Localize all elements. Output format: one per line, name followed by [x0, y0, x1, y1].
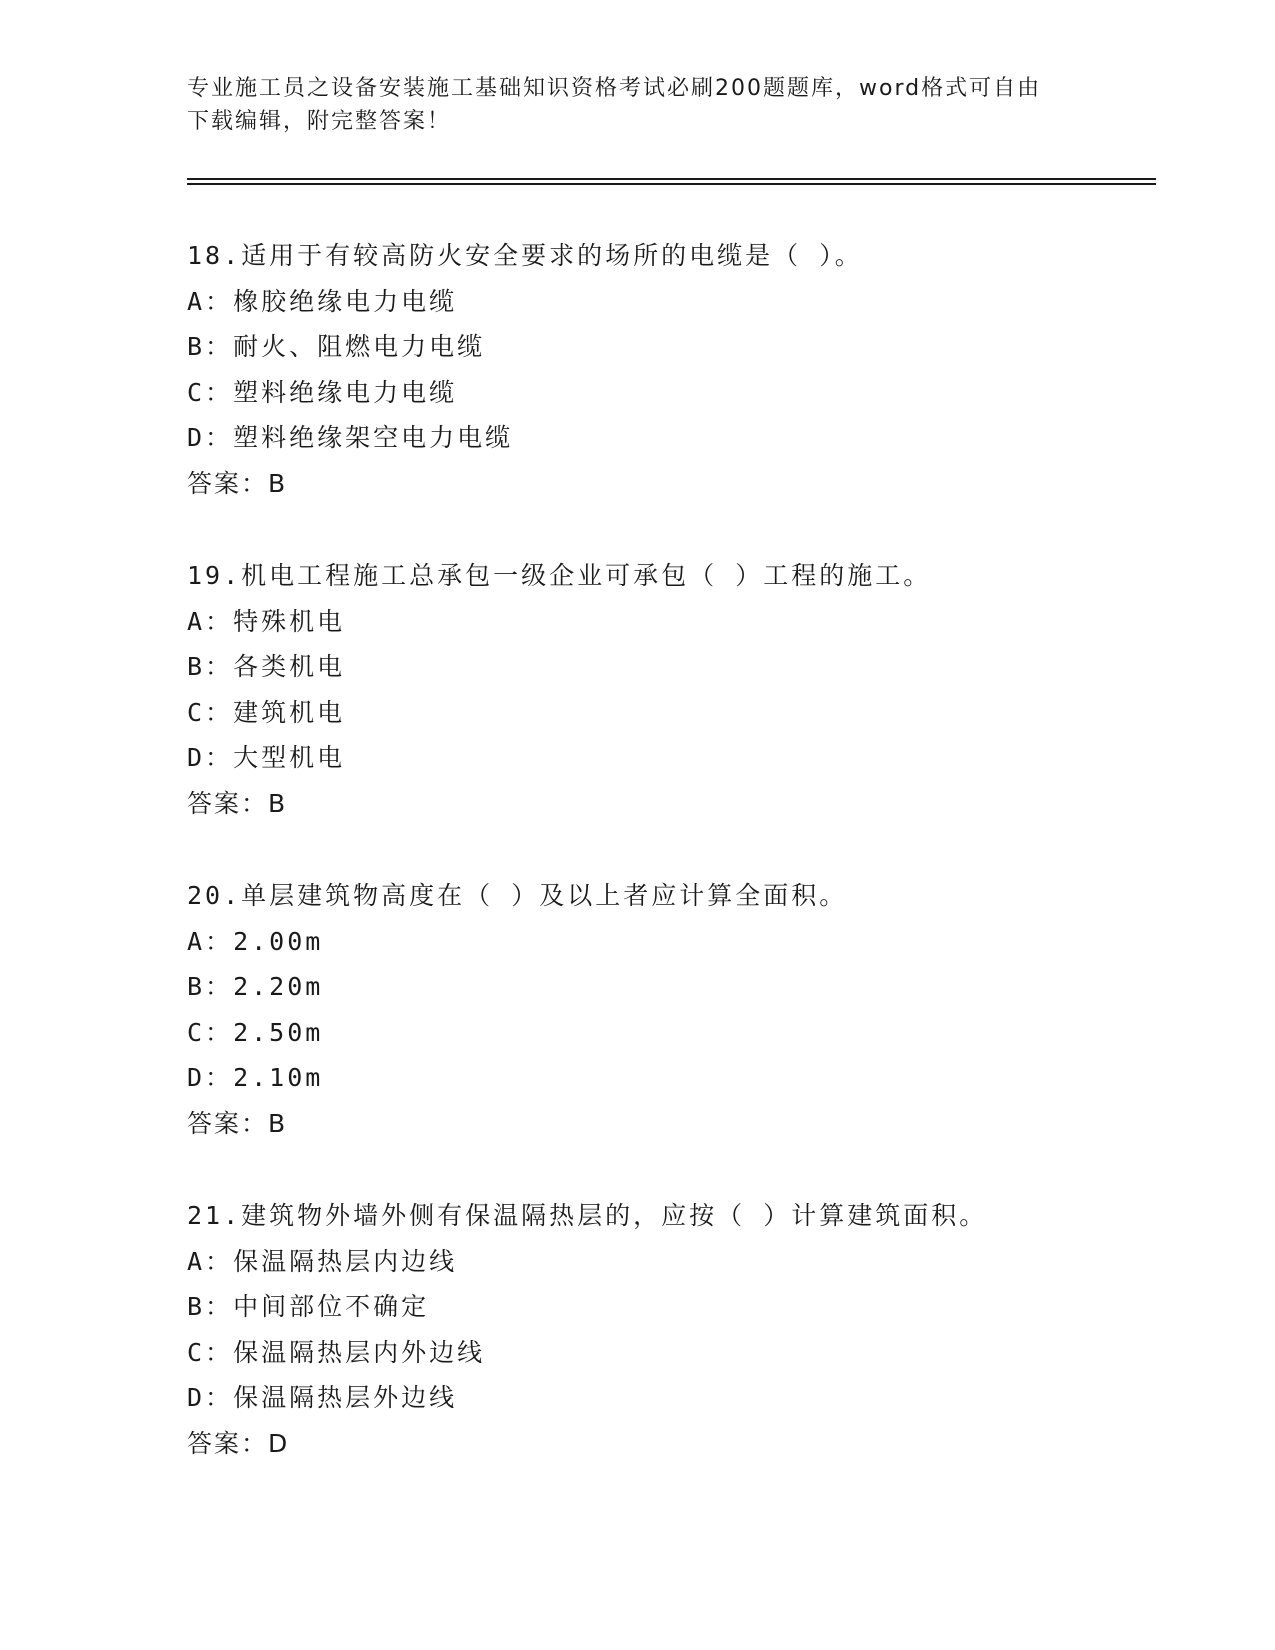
- option-letter: C：: [187, 377, 234, 407]
- option-b: [187, 644, 1147, 690]
- option-text: 保温隔热层内外边线: [233, 1337, 486, 1367]
- option-text: 2.20m: [233, 972, 324, 1001]
- option-a: [187, 1239, 1147, 1285]
- header-line-2: 下载编辑，附完整答案！: [187, 109, 452, 134]
- question-stem: 19.机电工程施工总承包一级企业可承包（ ）工程的施工。: [187, 561, 932, 590]
- option-letter: D：: [187, 1063, 234, 1092]
- question-21: [187, 1193, 1147, 1466]
- option-d: [187, 735, 1147, 781]
- option-text: 塑料绝缘电力电缆: [233, 377, 458, 407]
- option-letter: C：: [187, 1017, 234, 1047]
- option-letter: C：: [187, 697, 234, 727]
- option-letter: A：: [187, 286, 234, 316]
- option-letter: B：: [187, 652, 234, 681]
- option-text: 耐火、阻燃电力电缆: [233, 332, 486, 361]
- question-stem: 20.单层建筑物高度在（ ）及以上者应计算全面积。: [187, 881, 848, 910]
- document-header: [187, 72, 1087, 138]
- option-text: 中间部位不确定: [233, 1292, 430, 1321]
- option-a: [187, 919, 1147, 965]
- option-letter: A：: [187, 1246, 234, 1276]
- option-letter: A：: [187, 606, 234, 636]
- question-stem: 21.建筑物外墙外侧有保温隔热层的，应按（ ）计算建筑面积。: [187, 1201, 988, 1230]
- option-letter: C：: [187, 1337, 234, 1367]
- option-b: [187, 964, 1147, 1010]
- option-d: [187, 1055, 1147, 1101]
- option-letter: D：: [187, 423, 234, 452]
- option-text: 保温隔热层内边线: [233, 1246, 458, 1276]
- question-19: [187, 553, 1147, 826]
- option-a: [187, 599, 1147, 645]
- option-text: 建筑机电: [233, 697, 346, 727]
- question-stem: 18.适用于有较高防火安全要求的场所的电缆是（ ）。: [187, 241, 863, 270]
- header-divider-top: [187, 178, 1156, 180]
- option-text: 2.10m: [233, 1063, 324, 1092]
- option-c: [187, 690, 1147, 736]
- answer-line: 答案：D: [187, 1428, 290, 1458]
- option-text: 2.00m: [233, 926, 324, 956]
- option-text: 塑料绝缘架空电力电缆: [233, 423, 514, 452]
- option-letter: B：: [187, 1292, 234, 1321]
- option-text: 2.50m: [233, 1017, 324, 1047]
- answer-line: 答案：B: [187, 468, 288, 498]
- option-d: [187, 415, 1147, 461]
- option-text: 保温隔热层外边线: [233, 1383, 458, 1412]
- option-letter: B：: [187, 332, 234, 361]
- option-letter: D：: [187, 1383, 234, 1412]
- option-letter: B：: [187, 972, 234, 1001]
- option-b: [187, 1284, 1147, 1330]
- header-line-1: 专业施工员之设备安装施工基础知识资格考试必刷200题题库，word格式可自由: [187, 76, 1042, 101]
- option-text: 各类机电: [233, 652, 346, 681]
- question-18: [187, 233, 1147, 506]
- header-divider-bottom: [187, 183, 1156, 185]
- option-letter: D：: [187, 743, 234, 772]
- option-text: 特殊机电: [233, 606, 346, 636]
- option-text: 大型机电: [233, 743, 346, 772]
- option-text: 橡胶绝缘电力电缆: [233, 286, 458, 316]
- option-c: [187, 1010, 1147, 1056]
- answer-line: 答案：B: [187, 1108, 288, 1138]
- question-20: [187, 873, 1147, 1146]
- option-b: [187, 324, 1147, 370]
- answer-line: 答案：B: [187, 788, 288, 818]
- option-c: [187, 370, 1147, 416]
- option-letter: A：: [187, 926, 234, 956]
- option-a: [187, 279, 1147, 325]
- option-c: [187, 1330, 1147, 1376]
- option-d: [187, 1375, 1147, 1421]
